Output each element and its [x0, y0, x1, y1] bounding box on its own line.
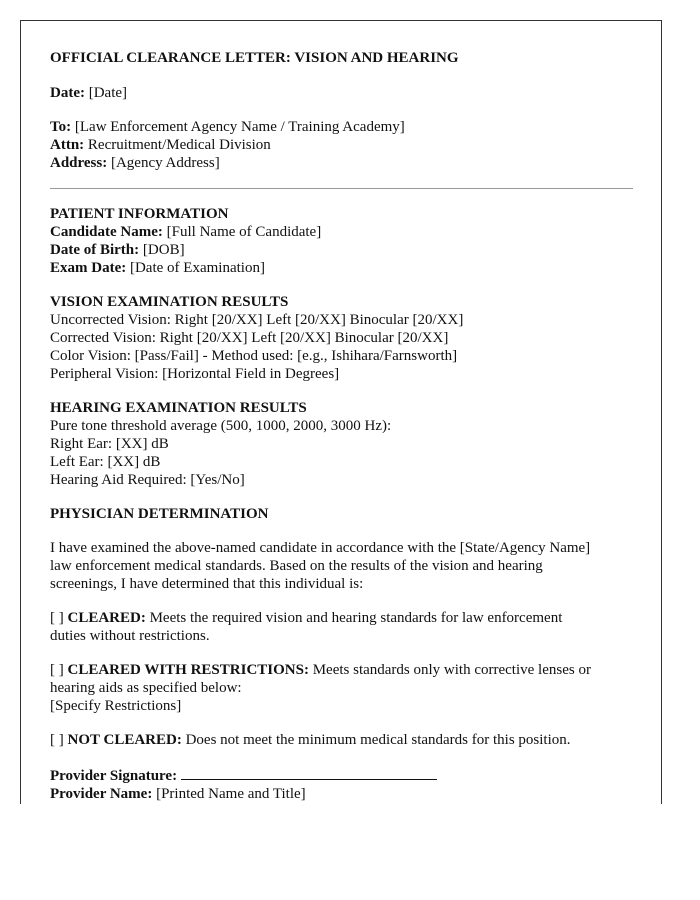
- value: [Full Name of Candidate]: [166, 224, 322, 240]
- option-label: CLEARED:: [67, 610, 146, 626]
- hearing-results: [50, 399, 661, 489]
- attn-value: Recruitment/Medical Division: [87, 137, 271, 153]
- option-not-cleared: [50, 731, 661, 749]
- to-label: To:: [50, 119, 72, 135]
- address-line: [50, 154, 661, 172]
- patient-information: [50, 205, 661, 277]
- determination-intro: [50, 539, 661, 593]
- divider: [50, 188, 633, 189]
- peripheral-vision: Peripheral Vision: [Horizontal Field in Degrees]: [50, 366, 340, 382]
- to-value: [Law Enforcement Agency Name / Training Academy]: [74, 119, 405, 135]
- hearing-aid: Hearing Aid Required: [Yes/No]: [50, 472, 245, 488]
- uncorrected-vision: Uncorrected Vision: Right [20/XX] Left [20/XX] Binocular [20/XX]: [50, 312, 464, 328]
- corrected-vision: Corrected Vision: Right [20/XX] Left [20/XX] Binocular [20/XX]: [50, 330, 449, 346]
- intro-line: I have examined the above-named candidate in accordance with the [State/Agency Name]: [50, 540, 591, 556]
- address-label: Address:: [50, 155, 108, 171]
- left-ear: Left Ear: [XX] dB: [50, 454, 161, 470]
- option-text: Does not meet the minimum medical standards for this position.: [181, 732, 571, 748]
- section-heading: PATIENT INFORMATION: [50, 206, 229, 222]
- signature-line: [50, 765, 661, 785]
- checkbox[interactable]: [ ]: [50, 732, 64, 748]
- provider-block: [50, 765, 661, 803]
- value: [Date of Examination]: [129, 260, 265, 276]
- right-ear: Right Ear: [XX] dB: [50, 436, 169, 452]
- section-heading: VISION EXAMINATION RESULTS: [50, 294, 289, 310]
- date-line: [50, 84, 661, 102]
- option-label: NOT CLEARED:: [67, 732, 182, 748]
- vision-results: [50, 293, 661, 383]
- label: Provider Name:: [50, 786, 153, 802]
- option-text: Meets the required vision and hearing standards for law enforcement: [145, 610, 563, 626]
- value: [Printed Name and Title]: [156, 786, 306, 802]
- exam-date-line: [50, 259, 661, 277]
- determination-heading: [50, 505, 661, 523]
- attn-line: [50, 136, 661, 154]
- section-heading: PHYSICIAN DETERMINATION: [50, 506, 269, 522]
- date-value: [Date]: [88, 85, 128, 101]
- provider-name-line: [50, 785, 661, 803]
- section-heading: HEARING EXAMINATION RESULTS: [50, 400, 307, 416]
- option-cleared: [50, 609, 661, 645]
- option-cleared-with-restrictions: [50, 661, 661, 715]
- restrictions-placeholder: [Specify Restrictions]: [50, 698, 182, 714]
- label: Candidate Name:: [50, 224, 163, 240]
- letter-title: OFFICIAL CLEARANCE LETTER: VISION AND HEARING: [50, 50, 459, 66]
- option-label: CLEARED WITH RESTRICTIONS:: [67, 662, 309, 678]
- address-value: [Agency Address]: [110, 155, 220, 171]
- dob-line: [50, 241, 661, 259]
- option-text: Meets standards only with corrective lenses or: [308, 662, 591, 678]
- candidate-name-line: [50, 223, 661, 241]
- checkbox[interactable]: [ ]: [50, 662, 64, 678]
- threshold-average: Pure tone threshold average (500, 1000, 2000, 3000 Hz):: [50, 418, 392, 434]
- option-text: hearing aids as specified below:: [50, 680, 242, 696]
- label: Exam Date:: [50, 260, 127, 276]
- checkbox[interactable]: [ ]: [50, 610, 64, 626]
- recipient-block: [50, 118, 661, 172]
- attn-label: Attn:: [50, 137, 85, 153]
- option-text: duties without restrictions.: [50, 628, 210, 644]
- signature-field[interactable]: [181, 765, 437, 780]
- clearance-letter: [20, 20, 662, 804]
- intro-line: law enforcement medical standards. Based on the results of the vision and hearing: [50, 558, 543, 574]
- label: Date of Birth:: [50, 242, 140, 258]
- to-line: [50, 118, 661, 136]
- intro-line: screenings, I have determined that this individual is:: [50, 576, 364, 592]
- value: [DOB]: [142, 242, 185, 258]
- signature-label: Provider Signature:: [50, 768, 178, 784]
- color-vision: Color Vision: [Pass/Fail] - Method used: [e.g., Ishihara/Farnsworth]: [50, 348, 458, 364]
- date-label: Date:: [50, 85, 85, 101]
